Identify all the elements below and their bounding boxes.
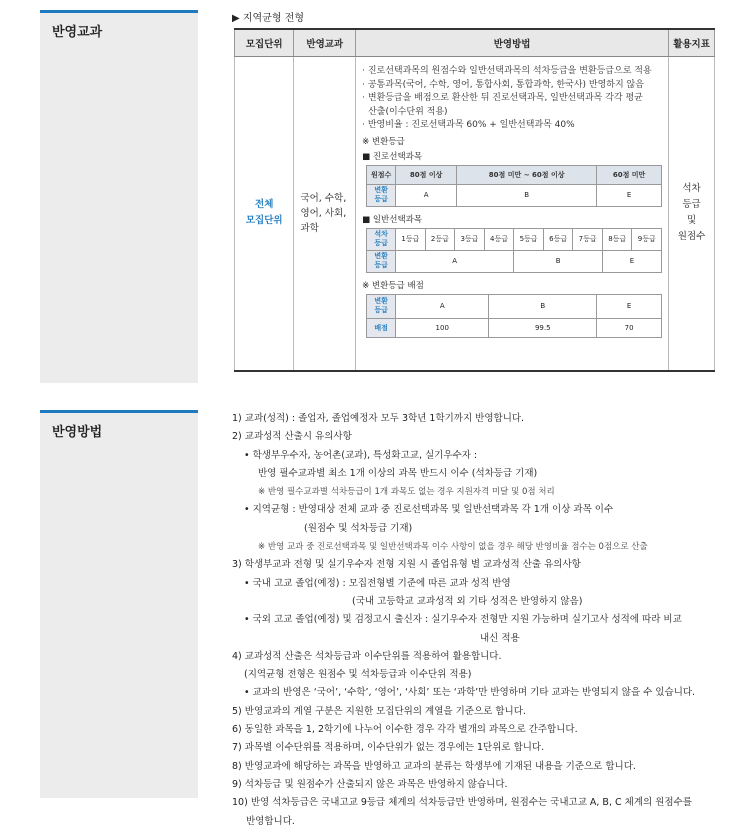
t3-grade: B	[489, 294, 597, 318]
score-table	[366, 294, 662, 338]
method-cell	[356, 57, 669, 371]
t1-val: E	[597, 184, 662, 206]
method-list	[232, 410, 722, 831]
header-indicator: 활용지표	[669, 29, 715, 57]
t2-grade: 3등급	[455, 228, 485, 250]
subject-line: 영어, 사회,	[300, 207, 347, 219]
indicator-cell	[669, 57, 715, 371]
method-bullet: · 공통과목(국어, 수학, 영어, 통합사회, 통합과학, 한국사) 반영하지 않음	[362, 79, 644, 90]
t3-grade: A	[396, 294, 489, 318]
header-subject: 반영교과	[294, 29, 356, 57]
unit-line: 모집단위	[245, 215, 283, 227]
method-list-line: (지역균형 전형은 원점수 및 석차등급과 이수단위 적용)	[244, 669, 472, 681]
method-list-line: • 지역균형 : 반영대상 전체 교과 중 진로선택과목 및 일반선택과목 각 1개 이상 과목 이수	[244, 504, 614, 516]
subject-line: 과학	[300, 222, 319, 234]
t2-grade: 6등급	[543, 228, 573, 250]
t2-val: B	[514, 250, 603, 272]
t2-val: E	[602, 250, 661, 272]
method-list-line: 3) 학생부교과 전형 및 실기우수자 전형 지원 시 졸업유형 별 교과성적 산출 유의사항	[232, 559, 581, 571]
unit-line: 전체	[255, 199, 274, 211]
t3-label: 변환 등급	[367, 294, 396, 318]
t3-score: 100	[396, 318, 489, 337]
method-list-line: 10) 반영 석차등급은 국내고교 9등급 체계의 석차등급만 반영하며, 원점수는 국내고교 A, B, C 체계의 원점수를	[232, 797, 692, 809]
t2-val: A	[396, 250, 514, 272]
t1-head: 80점 이상	[396, 165, 457, 184]
t2-label: 변환 등급	[367, 250, 396, 272]
method-list-line: ※ 반영 교과 중 진로선택과목 및 일반선택과목 이수 사항이 없을 경우 해당 반영비율 점수는 0점으로 산출	[258, 542, 648, 553]
method-list-line: ※ 반영 필수교과별 석차등급이 1개 과목도 없는 경우 지원자격 미달 및 0점 처리	[258, 487, 555, 498]
t1-label: 변환 등급	[367, 184, 396, 206]
indicator-line: 석차	[682, 183, 701, 195]
method-list-line: • 국외 고교 졸업(예정) 및 검정고시 출신자 : 실기우수자 전형만 지원 가능하며 실기고사 성적에 따라 비교	[244, 614, 682, 626]
conversion-title: ※ 변환등급	[362, 136, 405, 147]
t1-head: 60점 미만	[597, 165, 662, 184]
t2-grade: 8등급	[602, 228, 632, 250]
score-title: ※ 변환등급 배점	[362, 280, 424, 291]
t2-grade: 5등급	[514, 228, 544, 250]
method-list-line: • 교과의 반영은 ‘국어’, ‘수학’, ‘영어’, ‘사회’ 또는 ‘과학’만 반영하며 기타 교과는 반영되지 않을 수 있습니다.	[244, 687, 696, 699]
method-bullet: · 반영비율 : 진로선택과목 60% + 일반선택과목 40%	[362, 120, 575, 130]
method-bullet: · 진로선택과목의 원점수와 일반선택과목의 석차등급을 변환등급으로 적용	[362, 66, 652, 76]
t1-head: 원점수	[367, 165, 396, 184]
method-list-line: 반영 필수교과별 최소 1개 이상의 과목 반드시 이수 (석차등급 기재)	[258, 467, 538, 479]
subject-cell	[294, 57, 356, 371]
t2-grade: 7등급	[573, 228, 603, 250]
t3-score: 70	[597, 318, 662, 337]
section-title: 반영교과	[52, 25, 103, 40]
subheading: ▶ 지역균형 전형	[232, 13, 305, 24]
method-list-line: 내신 적용	[480, 632, 520, 644]
header-unit: 모집단위	[235, 29, 294, 57]
t1-head: 80점 미만 ~ 60점 이상	[457, 165, 597, 184]
method-list-line: • 국내 고교 졸업(예정) : 모집전형별 기준에 따른 교과 성적 반영	[244, 577, 511, 589]
method-list-line: 7) 과목별 이수단위를 적용하며, 이수단위가 없는 경우에는 1단위로 합니다.	[232, 742, 545, 754]
method-list-line: 8) 반영교과에 해당하는 과목을 반영하고 교과의 분류는 학생부에 기재된 내용을 기준으로 합니다.	[232, 760, 636, 772]
method-list-line: 5) 반영교과의 계열 구분은 지원한 모집단위의 계열을 기준으로 합니다.	[232, 705, 526, 717]
t3-score: 99.5	[489, 318, 597, 337]
header-method: 반영방법	[356, 29, 669, 57]
t3-label: 배점	[367, 318, 396, 337]
t2-grade: 1등급	[396, 228, 426, 250]
method-list-line: 반영합니다.	[246, 815, 295, 827]
section-header-method	[40, 410, 198, 798]
method-list-line: 1) 교과(성적) : 졸업자, 졸업예정자 모두 3학년 1학기까지 반영합니다.	[232, 413, 525, 424]
indicator-line: 원점수	[677, 231, 706, 243]
t2-grade: 2등급	[425, 228, 455, 250]
t2-grade: 4등급	[484, 228, 514, 250]
method-list-line: (국내 고등학교 교과성적 외 기타 성적은 반영하지 않음)	[352, 595, 583, 607]
unit-cell	[235, 57, 294, 371]
method-bullet: 산출(이수단위 적용)	[368, 106, 448, 117]
method-list-line: 2) 교과성적 산출시 유의사항	[232, 431, 352, 443]
subject-line: 국어, 수학,	[300, 192, 347, 204]
career-title: ■ 진로선택과목	[362, 151, 423, 162]
subjects-table	[234, 28, 715, 372]
section-header-subjects	[40, 10, 198, 383]
method-list-line: 4) 교과성적 산출은 석차등급과 이수단위를 적용하여 활용합니다.	[232, 650, 502, 662]
t1-val: A	[396, 184, 457, 206]
method-list-line: (원점수 및 석차등급 기재)	[304, 522, 413, 534]
method-list-line: 6) 동일한 과목을 1, 2학기에 나누어 이수한 경우 각각 별개의 과목으로 간주합니다.	[232, 724, 578, 736]
general-title: ■ 일반선택과목	[362, 214, 423, 225]
t3-grade: E	[597, 294, 662, 318]
indicator-line: 등급	[682, 199, 701, 211]
section-title: 반영방법	[52, 425, 103, 440]
t2-label: 석차 등급	[367, 228, 396, 250]
method-list-line: 9) 석차등급 및 원점수가 산출되지 않은 과목은 반영하지 않습니다.	[232, 778, 508, 790]
career-table	[366, 165, 662, 207]
general-table	[366, 228, 662, 273]
method-bullet: · 변환등급을 배점으로 환산한 뒤 진로선택과목, 일반선택과목 각각 평균	[362, 93, 643, 103]
method-list-line: • 학생부우수자, 농어촌(교과), 특성화고교, 실기우수자 :	[244, 449, 478, 461]
indicator-line: 및	[686, 215, 697, 227]
t2-grade: 9등급	[632, 228, 662, 250]
t1-val: B	[457, 184, 597, 206]
